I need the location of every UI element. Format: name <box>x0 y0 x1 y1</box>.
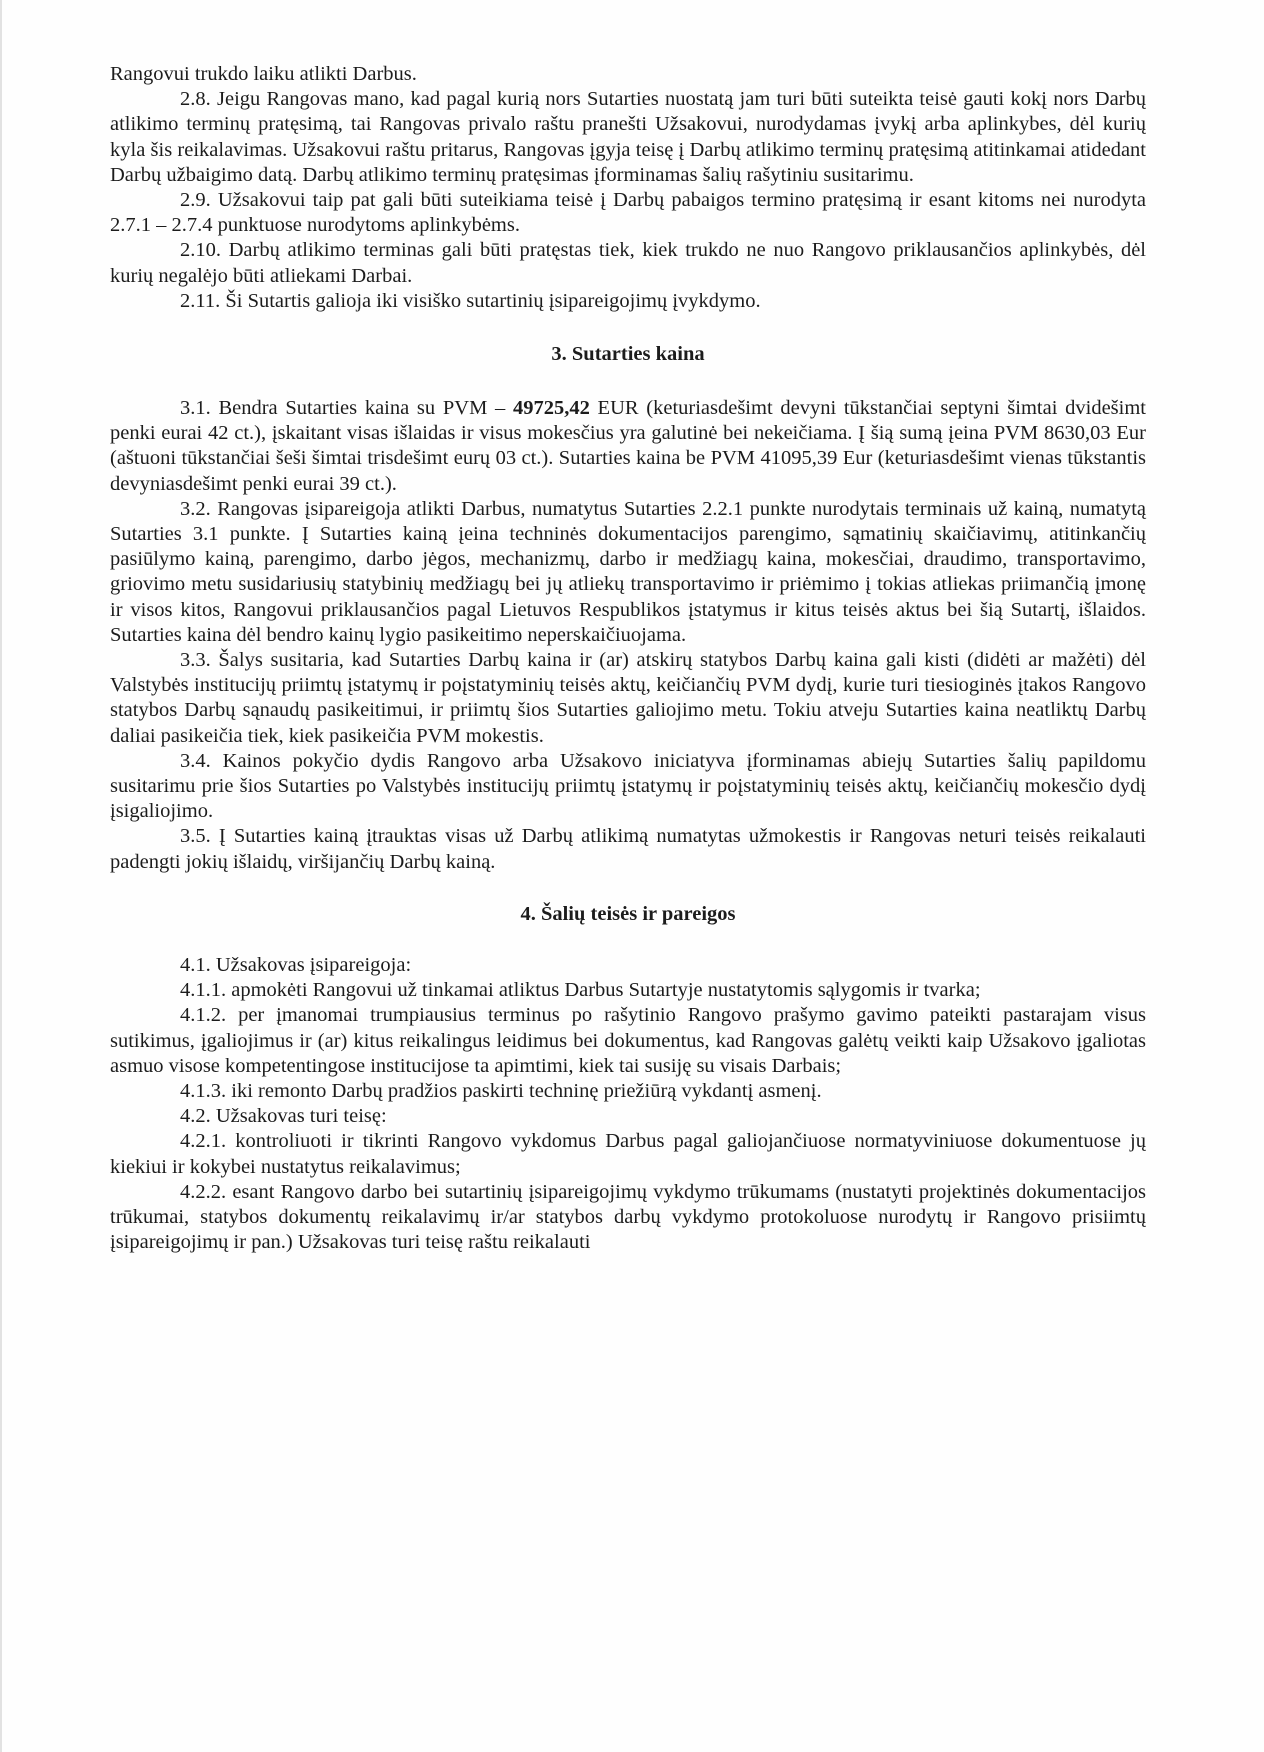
paragraph-4-2-2: 4.2.2. esant Rangovo darbo bei sutartinių įsipareigojimų vykdymo trūkumams (nustatyti projektinės dokumentacijos trūkumai, statybos dokumentų reikalavimų ir/ar statybos darbų vykdymo protokoluose nurodytų ir Rangovo prisiimtų įsipareigojimų ir pan.) Užsakovas turi teisę raštu reikalauti <box>110 1180 1146 1254</box>
paragraph-4-1-2: 4.1.2. per įmanomai trumpiausius terminus po rašytinio Rangovo prašymo gavimo pateikti pastarajam visus sutikimus, įgaliojimus ir (ar) kitus reikalingus leidimus bei dokumentus, kad Rangovas galėtų veikti kaip Užsakovo įgaliotas asmuo visose kompetentingose institucijose ta apimtimi, kiek tai susiję su visais Darbais; <box>110 1004 1146 1077</box>
paragraph-3-1 <box>110 396 1146 497</box>
paragraph-4-2: 4.2. Užsakovas turi teisę: <box>180 1105 387 1128</box>
paragraph-2-9: 2.9. Užsakovui taip pat gali būti suteikiama teisė į Darbų pabaigos termino pratęsimą ir esant kitoms nei nurodyta 2.7.1 – 2.7.4 punktuose nurodytoms aplinkybėms. <box>110 189 1146 237</box>
paragraph-3-2: 3.2. Rangovas įsipareigoja atlikti Darbus, numatytus Sutarties 2.2.1 punkte nurodytais terminais už kainą, numatytą Sutarties 3.1 punkte. Į Sutarties kainą įeina techninės dokumentacijos parengimo, sąmatinių skaičiavimų, atitinkančių pasiūlymo kainą, parengimo, darbo jėgos, mechanizmų, darbo ir medžiagų kaina, mokesčiai, draudimo, transportavimo, griovimo metu susidariusių statybinių medžiagų bei jų atliekų transportavimo ir priėmimo į tokias atliekas priimančią įmonę ir visos kitos, Rangovui priklausančios pagal Lietuvos Respublikos įstatymus ir kitus teisės aktus bei šią Sutartį, išlaidos. Sutarties kaina dėl bendro kainų lygio pasikeitimo neperskaičiuojama. <box>110 497 1146 646</box>
paragraph-4-1: 4.1. Užsakovas įsipareigoja: <box>180 953 412 976</box>
section-3-heading: 3. Sutarties kaina <box>551 343 705 366</box>
paragraph-2-7-tail: Rangovui trukdo laiku atlikti Darbus. <box>110 63 417 85</box>
paragraph-2-8: 2.8. Jeigu Rangovas mano, kad pagal kurią nors Sutarties nuostatą jam turi būti suteikta teisė gauti kokį nors Darbų atlikimo terminų pratęsimą, tai Rangovas privalo raštu pranešti Užsakovui, nurodydamas įvykį arba aplinkybes, dėl kurių kyla šis reikalavimas. Užsakovui raštu pritarus, Rangovas įgyja teisę į Darbų atlikimo terminų pratęsimą atitinkamai atidedant Darbų užbaigimo datą. Darbų atlikimo terminų pratęsimas įforminamas šalių rašytiniu susitarimu. <box>110 88 1146 186</box>
paragraph-3-1-intro: 3.1. Bendra Sutarties kaina su PVM – <box>180 397 513 420</box>
paragraph-3-3: 3.3. Šalys susitaria, kad Sutarties Darbų kaina ir (ar) atskirų statybos Darbų kaina gali kisti (didėti ar mažėti) dėl Valstybės institucijų priimtų įstatymų ir poįstatyminių teisės aktų, keičiančių PVM dydį, kurie turi tiesioginės įtakos Rangovo statybos Darbų sąnaudų pasikeitimui, ir priimtų šios Sutarties galiojimo metu. Tokiu atveju Sutarties kaina neatliktų Darbų daliai pasikeičia tiek, kiek pasikeičia PVM mokestis. <box>110 649 1146 747</box>
paragraph-2-11: 2.11. Ši Sutartis galioja iki visiško sutartinių įsipareigojimų įvykdymo. <box>180 289 761 312</box>
paragraph-4-2-1: 4.2.1. kontroliuoti ir tikrinti Rangovo vykdomus Darbus pagal galiojančiuose normatyviniuose dokumentuose jų kiekiui ir kokybei nustatytus reikalavimus; <box>110 1130 1146 1178</box>
section-4-heading: 4. Šalių teisės ir pareigos <box>520 902 736 925</box>
paragraph-3-4: 3.4. Kainos pokyčio dydis Rangovo arba Užsakovo iniciatyva įforminamas abiejų Sutarties šalių papildomu susitarimu prie šios Sutarties po Valstybės institucijų priimtų įstatymų ir poįstatyminių teisės aktų, keičiančių mokesčio dydį įsigaliojimo. <box>110 749 1146 823</box>
paragraph-3-1-rest: EUR (keturiasdešimt devyni tūkstančiai septyni šimtai dvidešimt penki eurai 42 ct.), įskaitant visas išlaidas ir visus mokesčius yra galutinė bei nekeičiama. Į šią sumą įeina PVM 8630,03 Eur (aštuoni tūkstančiai šeši šimtai trisdešimt eurų 03 ct.). Sutarties kaina be PVM 41095,39 Eur (keturiasdešimt vienas tūkstantis devyniasdešimt penki eurai 39 ct.). <box>110 397 1146 495</box>
paragraph-2-10: 2.10. Darbų atlikimo terminas gali būti pratęstas tiek, kiek trukdo ne nuo Rangovo priklausančios aplinkybės, dėl kurių negalėjo būti atliekami Darbai. <box>110 239 1146 287</box>
paragraph-3-5: 3.5. Į Sutarties kainą įtrauktas visas už Darbų atlikimą numatytas užmokestis ir Rangovas neturi teisės reikalauti padengti jokių išlaidų, viršijančių Darbų kainą. <box>110 825 1146 873</box>
paragraph-4-1-3: 4.1.3. iki remonto Darbų pradžios paskirti techninę priežiūrą vykdantį asmenį. <box>180 1079 822 1102</box>
paragraph-4-1-1: 4.1.1. apmokėti Rangovui už tinkamai atliktus Darbus Sutartyje nustatytomis sąlygomis ir tvarka; <box>180 979 981 1002</box>
contract-total-amount: 49725,42 <box>512 397 590 420</box>
